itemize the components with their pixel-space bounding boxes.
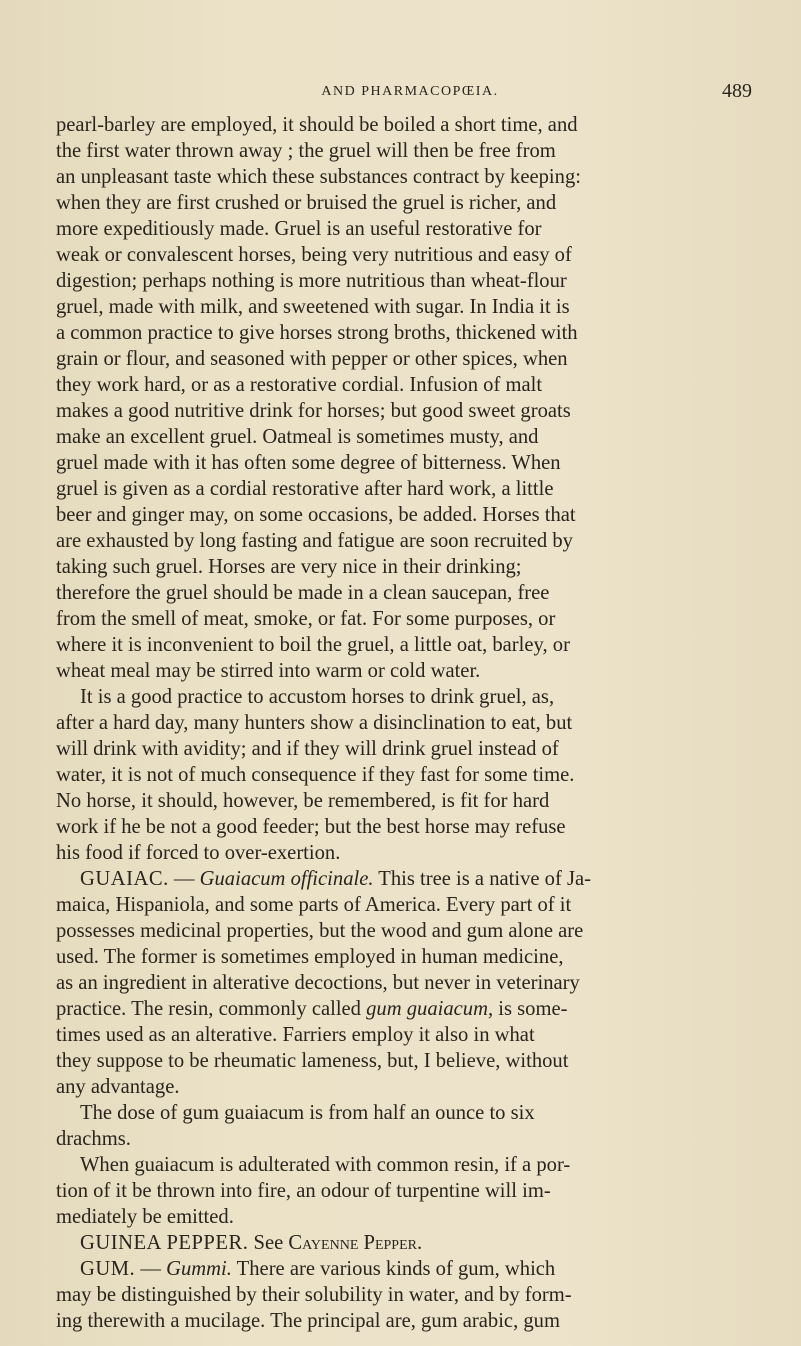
text-fragment: practice. The resin, commonly called <box>56 998 367 1020</box>
text-line: are exhausted by long fasting and fatigue are soon recruited by <box>56 530 573 552</box>
text-line: digestion; perhaps nothing is more nutritious than wheat-flour <box>56 270 567 292</box>
text-line: beer and ginger may, on some occasions, be added. Horses that <box>56 504 576 526</box>
text-line: drachms. <box>56 1128 131 1150</box>
text-line <box>56 996 768 1022</box>
entry-guinea-pepper <box>56 1230 768 1256</box>
entry-text: See <box>248 1232 289 1254</box>
text-line: maica, Hispaniola, and some parts of America. Every part of it <box>56 894 572 916</box>
text-line: from the smell of meat, smoke, or fat. For some purposes, or <box>56 608 556 630</box>
text-line: used. The former is sometimes employed in human medicine, <box>56 946 564 968</box>
text-line: gruel, made with milk, and sweetened with sugar. In India it is <box>56 296 570 318</box>
text-line: gruel made with it has often some degree of bitterness. When <box>56 452 561 474</box>
latin-name: Gummi. <box>166 1258 232 1280</box>
text-line: It is a good practice to accustom horses to drink gruel, as, <box>80 686 555 708</box>
text-line: may be distinguished by their solubility in water, and by form- <box>56 1284 572 1306</box>
em-dash: — <box>168 868 200 890</box>
text-line: The dose of gum guaiacum is from half an ounce to six <box>80 1102 535 1124</box>
text-line: an unpleasant taste which these substances contract by keeping: <box>56 166 581 188</box>
entry-headline <box>56 866 768 892</box>
text-line: work if he be not a good feeder; but the best horse may refuse <box>56 816 566 838</box>
entry-headline <box>56 1230 768 1256</box>
cross-reference: Cayenne Pepper. <box>288 1232 423 1254</box>
text-line: pearl-barley are employed, it should be boiled a short time, and <box>56 114 578 136</box>
gruel-paragraph <box>56 112 768 684</box>
entry-headline <box>56 1256 768 1282</box>
text-line: taking such gruel. Horses are very nice in their drinking; <box>56 556 522 578</box>
text-line: therefore the gruel should be made in a clean saucepan, free <box>56 582 550 604</box>
entry-term: GUM. <box>80 1258 136 1280</box>
text-line: water, it is not of much consequence if they fast for some time. <box>56 764 575 786</box>
text-line: possesses medicinal properties, but the wood and gum alone are <box>56 920 584 942</box>
text-line: they suppose to be rheumatic lameness, but, I believe, without <box>56 1050 569 1072</box>
text-line: tion of it be thrown into fire, an odour of turpentine will im- <box>56 1180 551 1202</box>
text-line: makes a good nutritive drink for horses; but good sweet groats <box>56 400 571 422</box>
text-line: as an ingredient in alterative decoctions, but never in veterinary <box>56 972 580 994</box>
text-line: gruel is given as a cordial restorative after hard work, a little <box>56 478 554 500</box>
text-line: they work hard, or as a restorative cordial. Infusion of malt <box>56 374 543 396</box>
entry-text: There are various kinds of gum, which <box>231 1258 556 1280</box>
dose-paragraph <box>56 1100 768 1152</box>
entry-term: GUINEA PEPPER. <box>80 1232 249 1254</box>
text-line: when they are first crushed or bruised the gruel is richer, and <box>56 192 557 214</box>
text-line: the first water thrown away ; the gruel will then be free from <box>56 140 556 162</box>
text-line: weak or convalescent horses, being very nutritious and easy of <box>56 244 572 266</box>
text-line: make an excellent gruel. Oatmeal is sometimes musty, and <box>56 426 539 448</box>
entry-term: GUAIAC. <box>80 868 169 890</box>
text-line: more expeditiously made. Gruel is an useful restorative for <box>56 218 542 240</box>
italic-term: gum guaiacum, <box>366 998 494 1020</box>
text-line: where it is inconvenient to boil the gruel, a little oat, barley, or <box>56 634 570 656</box>
text-line: ing therewith a mucilage. The principal are, gum arabic, gum <box>56 1310 560 1332</box>
body-text <box>56 112 768 1334</box>
entry-gum <box>56 1256 768 1334</box>
page-number: 489 <box>722 80 752 102</box>
text-line: a common practice to give horses strong broths, thickened with <box>56 322 578 344</box>
text-fragment: is some- <box>493 998 568 1020</box>
text-line: mediately be emitted. <box>56 1206 234 1228</box>
entry-guaiac <box>56 866 768 1100</box>
entry-text: This tree is a native of Ja- <box>373 868 592 890</box>
text-line: will drink with avidity; and if they will drink gruel instead of <box>56 738 559 760</box>
text-line: after a hard day, many hunters show a disinclination to eat, but <box>56 712 573 734</box>
latin-name: Guaiacum officinale. <box>199 868 374 890</box>
text-line: times used as an alterative. Farriers employ it also in what <box>56 1024 535 1046</box>
text-line: grain or flour, and seasoned with pepper or other spices, when <box>56 348 568 370</box>
text-line: When guaiacum is adulterated with common resin, if a por- <box>80 1154 571 1176</box>
text-line: wheat meal may be stirred into warm or cold water. <box>56 660 481 682</box>
text-line: No horse, it should, however, be remembered, is fit for hard <box>56 790 550 812</box>
text-line: his food if forced to over-exertion. <box>56 842 341 864</box>
adulteration-paragraph <box>56 1152 768 1230</box>
running-head: AND PHARMACOPŒIA. <box>321 84 499 99</box>
em-dash: — <box>135 1258 167 1280</box>
accustom-paragraph <box>56 684 768 866</box>
page-header <box>60 80 760 104</box>
text-line: any advantage. <box>56 1076 180 1098</box>
